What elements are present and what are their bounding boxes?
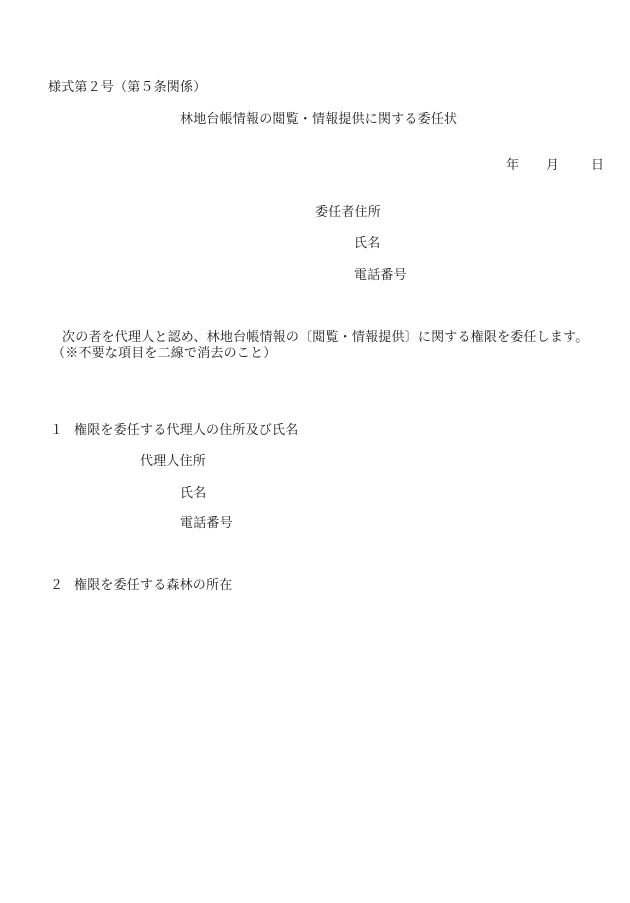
section-2-number: ２ [50, 578, 64, 593]
strikethrough-note: （※不要な項目を二線で消去のこと） [52, 346, 277, 361]
delegator-name-label: 氏名 [354, 236, 381, 251]
date-line [506, 158, 604, 174]
date-month-label: 月 [546, 158, 560, 173]
document-title: 林地台帳情報の閲覧・情報提供に関する委任状 [180, 112, 458, 127]
date-year-label: 年 [506, 158, 520, 173]
agent-address-label: 代理人住所 [140, 454, 207, 469]
delegation-statement: 次の者を代理人と認め、林地台帳情報の〔閲覧・情報提供〕に関する権限を委任します。 [62, 330, 589, 345]
agent-name-label: 氏名 [180, 486, 207, 501]
section-2-heading [50, 578, 232, 594]
delegator-phone-label: 電話番号 [354, 268, 407, 283]
section-1-title: 権限を委任する代理人の住所及び氏名 [74, 423, 299, 438]
section-1-heading [50, 423, 298, 439]
delegator-address-label: 委任者住所 [315, 205, 382, 220]
agent-phone-label: 電話番号 [180, 516, 233, 531]
form-number: 様式第２号（第５条関係） [48, 80, 207, 95]
date-day-label: 日 [591, 158, 605, 173]
section-1-number: １ [50, 423, 64, 438]
section-2-title: 権限を委任する森林の所在 [74, 578, 233, 593]
